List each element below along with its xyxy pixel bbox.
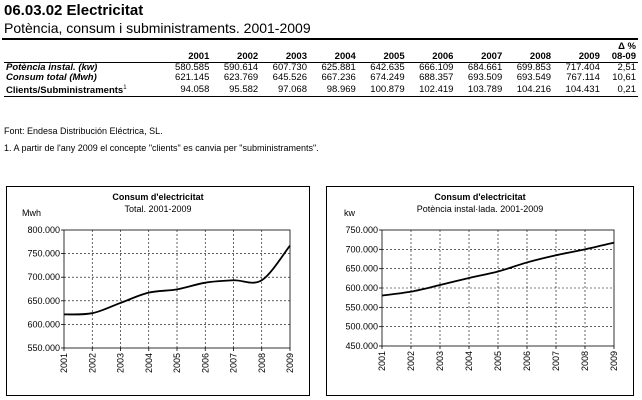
x-tick-label: 2003 [435,351,445,372]
y-tick-label: 750.000 [27,248,60,259]
year-header: 2007 [481,51,503,62]
chart-subtitle: Potència instal·lada. 2001-2009 [416,204,544,214]
x-tick-label: 2004 [143,353,154,374]
x-tick-label: 2008 [580,351,590,372]
x-tick-label: 2009 [609,351,619,372]
table-cell: 100.879 [358,83,407,97]
year-header: 2001 [188,51,210,62]
table-cell: 102.419 [407,83,456,97]
table-cell: 580.585 [175,62,210,73]
table-cell: 103.789 [455,83,504,97]
table-cell: 693.549 [516,72,552,83]
delta-label: Δ % [618,41,636,52]
y-tick-label: 600.000 [27,319,60,330]
y-tick-label: 700.000 [27,272,60,283]
delta-cell: 0,21 [602,83,638,97]
table-cell: 621.145 [175,72,210,83]
row-label: Consum total (Mwh) [6,72,97,83]
y-axis-label: kw [344,208,355,218]
table-cell: 717.404 [565,62,600,73]
chart-title: Consum d'electricitat [434,192,526,202]
x-tick-label: 2007 [551,351,561,372]
x-tick-label: 2005 [172,353,182,374]
y-tick-label: 550.000 [27,343,60,353]
footnote-marker: 1 [123,85,127,91]
table-cell: 642.635 [370,62,405,73]
x-tick-label: 2001 [377,351,387,372]
year-header: 2003 [285,51,307,62]
chart-potencia-installada [326,186,634,396]
x-tick-label: 2001 [59,353,69,374]
x-tick-label: 2002 [87,353,98,374]
table-cell: 98.969 [309,83,358,97]
table-cell: 674.249 [370,72,405,83]
delta-cell: 10,61 [612,72,636,83]
x-tick-label: 2006 [200,353,211,374]
delta-cell: 2,51 [617,62,636,73]
x-tick-label: 2003 [115,353,126,374]
table-cell: 607.730 [272,62,307,73]
delta-period: 08-09 [611,51,636,62]
page-subtitle: Potència, consum i subministraments. 2001-2009 [4,20,311,36]
table-row [4,73,638,83]
y-tick-label: 600.000 [345,283,378,293]
page-title: 06.03.02 Electricitat [4,2,144,19]
x-tick-label: 2005 [493,351,503,372]
row-label: Potència instal. (kw) [6,62,98,73]
table-cell: 699.853 [516,62,552,73]
table-row [4,83,638,97]
x-tick-label: 2006 [522,351,532,372]
y-tick-label: 550.000 [345,302,378,313]
chart-consum-total [6,186,310,396]
table-cell: 590.614 [223,62,259,73]
y-tick-label: 750.000 [345,225,378,235]
chart-title: Consum d'electricitat [112,192,204,202]
x-tick-label: 2008 [256,353,267,374]
header-row [4,52,638,63]
table-cell: 97.068 [260,83,309,97]
x-tick-label: 2007 [228,353,239,374]
table-cell: 625.881 [321,62,356,73]
x-tick-label: 2009 [285,353,295,374]
row-label [4,83,163,97]
table-cell: 688.357 [419,72,454,83]
y-axis-label: Mwh [22,208,42,218]
y-tick-label: 800.000 [27,225,60,235]
year-header: 2009 [578,51,600,62]
table-cell: 95.582 [211,83,260,97]
year-header: 2008 [529,51,552,62]
x-tick-label: 2002 [406,351,416,372]
top-rule [2,38,638,40]
y-tick-label: 500.000 [345,321,378,332]
table-cell: 104.431 [553,83,602,97]
source-note: Font: Endesa Distribución Eléctrica, SL. [4,126,163,136]
table-cell: 104.216 [504,83,553,97]
y-tick-label: 650.000 [345,263,378,274]
year-header: 2006 [432,51,454,62]
data-table [4,42,638,97]
year-header: 2005 [383,51,405,62]
y-tick-label: 650.000 [27,295,60,306]
y-tick-label: 700.000 [345,244,378,255]
table-cell: 667.236 [321,72,356,83]
table-cell: 666.109 [419,62,454,73]
row-label-text: Clients/Subministraments [6,85,124,97]
table-cell: 94.058 [163,83,212,97]
table-cell: 767.114 [566,72,600,83]
year-header: 2004 [334,51,356,62]
footnote: 1. A partir de l'any 2009 el concepte "clients" es canvia per "subministraments". [4,143,319,153]
table-cell: 684.661 [467,62,503,73]
table-cell: 623.769 [223,72,259,83]
table-cell: 693.509 [467,72,503,83]
year-header: 2002 [237,51,259,62]
chart-subtitle: Total. 2001-2009 [124,204,192,214]
y-tick-label: 450.000 [345,341,378,351]
table-cell: 645.526 [272,72,307,83]
x-tick-label: 2004 [464,351,474,372]
